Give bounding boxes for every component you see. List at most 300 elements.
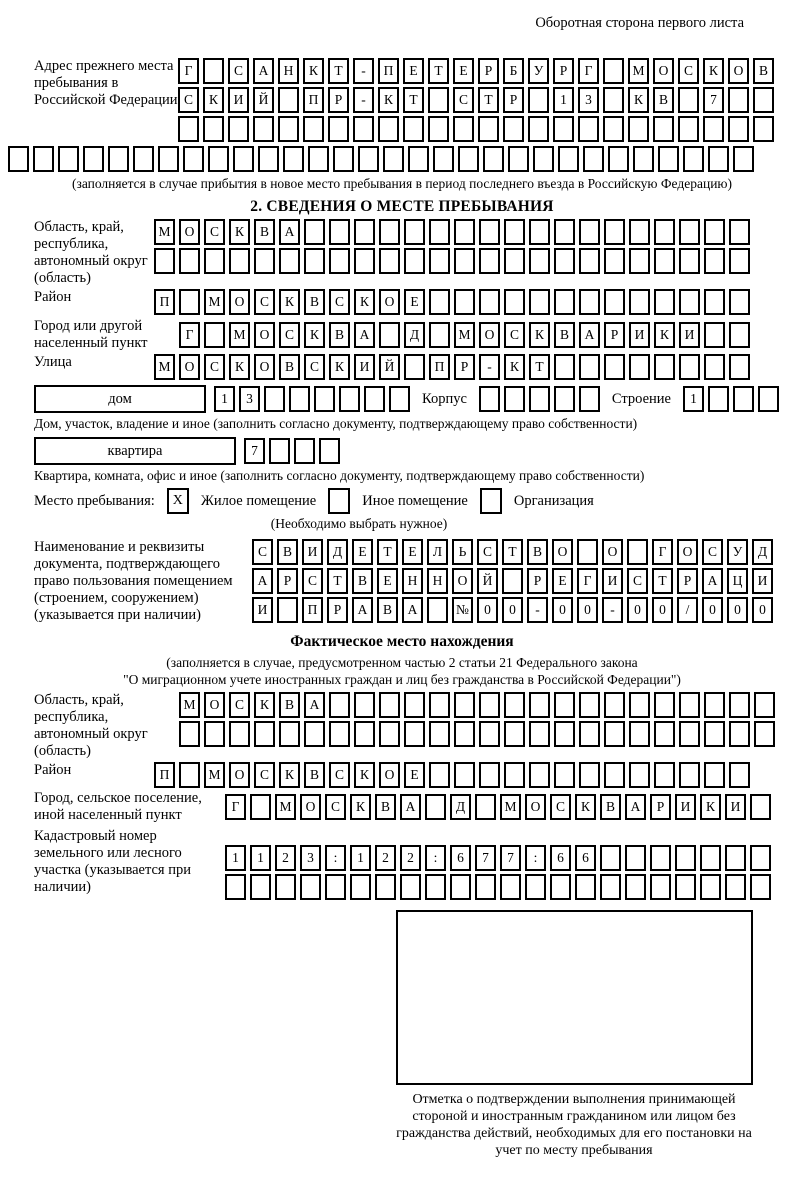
char-cell: Т — [502, 539, 523, 565]
char-cell: Е — [453, 58, 474, 84]
char-cell — [504, 692, 525, 718]
char-cell — [433, 146, 454, 172]
char-cell: О — [552, 539, 573, 565]
fact-gorod-row — [225, 794, 771, 820]
char-cell — [625, 845, 646, 871]
char-cell — [383, 146, 404, 172]
char-cell: О — [379, 762, 400, 788]
char-cell: - — [353, 87, 374, 113]
char-cell — [654, 248, 675, 274]
char-cell — [554, 248, 575, 274]
char-cell: Г — [178, 58, 199, 84]
char-cell: А — [625, 794, 646, 820]
char-cell — [379, 219, 400, 245]
char-cell: О — [677, 539, 698, 565]
dom-note: Дом, участок, владение и иное (заполнить согласно документу, подтверждающему право собственности) — [34, 416, 638, 431]
char-cell: И — [725, 794, 746, 820]
char-cell — [679, 721, 700, 747]
char-cell: С — [204, 354, 225, 380]
char-cell — [453, 116, 474, 142]
char-cell — [575, 874, 596, 900]
section2-title: 2. СВЕДЕНИЯ О МЕСТЕ ПРЕБЫВАНИЯ — [250, 198, 554, 215]
char-cell — [750, 845, 771, 871]
char-cell — [404, 721, 425, 747]
char-cell: С — [204, 219, 225, 245]
char-cell: В — [554, 322, 575, 348]
doc-row-2 — [252, 568, 773, 594]
char-cell — [675, 874, 696, 900]
char-cell: Д — [327, 539, 348, 565]
char-cell: С — [302, 568, 323, 594]
char-cell: О — [525, 794, 546, 820]
char-cell — [603, 116, 624, 142]
char-cell — [725, 845, 746, 871]
char-cell — [629, 692, 650, 718]
char-cell: С — [329, 762, 350, 788]
char-cell: Н — [278, 58, 299, 84]
char-cell — [729, 692, 750, 718]
char-cell — [308, 146, 329, 172]
char-cell: И — [675, 794, 696, 820]
char-cell: Т — [327, 568, 348, 594]
char-cell — [358, 146, 379, 172]
char-cell — [253, 116, 274, 142]
char-cell: С — [702, 539, 723, 565]
char-cell — [604, 289, 625, 315]
char-cell — [579, 692, 600, 718]
char-cell — [708, 386, 729, 412]
char-cell: № — [452, 597, 473, 623]
char-cell: М — [204, 289, 225, 315]
char-cell — [454, 692, 475, 718]
char-cell: Ь — [452, 539, 473, 565]
char-cell: Г — [179, 322, 200, 348]
char-cell — [725, 874, 746, 900]
char-cell — [83, 146, 104, 172]
kvartira-block — [34, 437, 770, 465]
char-cell — [258, 146, 279, 172]
char-cell: : — [425, 845, 446, 871]
char-cell — [529, 248, 550, 274]
char-cell — [425, 794, 446, 820]
char-cell — [450, 874, 471, 900]
char-cell — [379, 322, 400, 348]
char-cell — [654, 289, 675, 315]
char-cell — [254, 248, 275, 274]
char-cell: 0 — [652, 597, 673, 623]
char-cell — [653, 116, 674, 142]
char-cell — [753, 87, 774, 113]
kvartira-cells — [244, 438, 340, 464]
gorod-label: Город или другой населенный пункт — [34, 318, 148, 351]
char-cell — [429, 289, 450, 315]
char-cell: 0 — [627, 597, 648, 623]
dom-box: дом — [34, 385, 206, 413]
char-cell — [579, 354, 600, 380]
char-cell — [758, 386, 779, 412]
char-cell: Р — [327, 597, 348, 623]
char-cell — [425, 874, 446, 900]
char-cell — [8, 146, 29, 172]
char-cell: Т — [403, 87, 424, 113]
char-cell — [603, 87, 624, 113]
char-cell — [604, 219, 625, 245]
char-cell: С — [678, 58, 699, 84]
char-cell: С — [254, 289, 275, 315]
char-cell: - — [479, 354, 500, 380]
char-cell: Р — [527, 568, 548, 594]
char-cell: 0 — [702, 597, 723, 623]
prev-address-row-1 — [178, 58, 774, 84]
char-cell: С — [325, 794, 346, 820]
char-cell — [229, 248, 250, 274]
char-cell — [529, 762, 550, 788]
char-cell: Б — [503, 58, 524, 84]
char-cell — [404, 219, 425, 245]
kadastr-cells — [225, 845, 771, 900]
char-cell: С — [304, 354, 325, 380]
option-zhiloe-label: Жилое помещение — [200, 492, 317, 509]
char-cell: А — [402, 597, 423, 623]
char-cell — [679, 692, 700, 718]
char-cell — [750, 794, 771, 820]
char-cell — [133, 146, 154, 172]
option-organizatsiya-label: Организация — [513, 492, 594, 509]
stamp-box — [396, 910, 753, 1085]
fact-subtitle-1: (заполняется в случае, предусмотренном частью 2 статьи 21 Федерального закона — [166, 655, 638, 670]
char-cell: Д — [752, 539, 773, 565]
char-cell — [650, 845, 671, 871]
char-cell: И — [602, 568, 623, 594]
char-cell: Л — [427, 539, 448, 565]
char-cell: Т — [478, 87, 499, 113]
char-cell: 1 — [553, 87, 574, 113]
char-cell: 2 — [275, 845, 296, 871]
char-cell: Е — [404, 289, 425, 315]
char-cell — [364, 386, 385, 412]
char-cell — [354, 219, 375, 245]
char-cell — [629, 721, 650, 747]
char-cell: К — [529, 322, 550, 348]
char-cell: / — [677, 597, 698, 623]
char-cell: К — [378, 87, 399, 113]
char-cell — [554, 721, 575, 747]
char-cell — [625, 874, 646, 900]
char-cell — [404, 692, 425, 718]
char-cell: П — [154, 289, 175, 315]
char-cell — [554, 289, 575, 315]
char-cell — [458, 146, 479, 172]
char-cell — [704, 322, 725, 348]
char-cell: А — [400, 794, 421, 820]
char-cell — [329, 692, 350, 718]
prev-address-block — [34, 58, 770, 142]
fact-subtitle-2: "О миграционном учете иностранных граждан и лиц без гражданства в Российской Федерации") — [123, 672, 681, 687]
char-cell: В — [352, 568, 373, 594]
checkbox-zhiloe: X — [167, 488, 189, 514]
char-cell: П — [303, 87, 324, 113]
char-cell — [729, 322, 750, 348]
char-cell: 1 — [350, 845, 371, 871]
char-cell — [629, 248, 650, 274]
char-cell — [328, 116, 349, 142]
char-cell — [408, 146, 429, 172]
char-cell — [529, 289, 550, 315]
char-cell — [529, 721, 550, 747]
char-cell: 7 — [475, 845, 496, 871]
char-cell — [500, 874, 521, 900]
char-cell — [554, 354, 575, 380]
char-cell: П — [154, 762, 175, 788]
char-cell — [700, 874, 721, 900]
char-cell: С — [627, 568, 648, 594]
char-cell — [378, 116, 399, 142]
fact-oblast-label: Область, край, республика, автономный округ (область) — [34, 692, 148, 759]
char-cell: И — [679, 322, 700, 348]
char-cell — [179, 762, 200, 788]
char-cell: В — [329, 322, 350, 348]
char-cell: С — [550, 794, 571, 820]
char-cell — [603, 58, 624, 84]
char-cell: К — [354, 762, 375, 788]
char-cell: У — [727, 539, 748, 565]
doc-cells — [252, 539, 773, 623]
char-cell — [254, 721, 275, 747]
char-cell — [475, 794, 496, 820]
char-cell: Д — [404, 322, 425, 348]
char-cell: М — [500, 794, 521, 820]
fact-rayon-row — [154, 762, 750, 788]
fact-rayon-label: Район — [34, 762, 72, 778]
char-cell: 7 — [244, 438, 265, 464]
char-cell — [579, 721, 600, 747]
char-cell: С — [453, 87, 474, 113]
char-cell — [400, 874, 421, 900]
char-cell — [729, 219, 750, 245]
char-cell: 0 — [577, 597, 598, 623]
char-cell: К — [703, 58, 724, 84]
char-cell: С — [252, 539, 273, 565]
char-cell: О — [179, 219, 200, 245]
char-cell — [264, 386, 285, 412]
char-cell — [325, 874, 346, 900]
char-cell — [203, 58, 224, 84]
stamp-caption: Отметка о подтверждении выполнения принимающей стороной и иностранным гражданином или лицом без гражданства действий, необходимых для его постановки на учет по месту пребывания — [396, 1092, 752, 1158]
fact-oblast-block — [34, 692, 770, 760]
char-cell: М — [154, 354, 175, 380]
doc-row-3 — [252, 597, 773, 623]
char-cell — [354, 721, 375, 747]
char-cell — [704, 692, 725, 718]
fact-title: Фактическое место нахождения — [290, 633, 514, 650]
char-cell — [428, 116, 449, 142]
char-cell — [250, 874, 271, 900]
gorod-block — [34, 318, 770, 352]
char-cell: Ц — [727, 568, 748, 594]
char-cell: П — [378, 58, 399, 84]
char-cell — [375, 874, 396, 900]
char-cell — [329, 721, 350, 747]
char-cell — [679, 354, 700, 380]
char-cell — [733, 146, 754, 172]
char-cell — [108, 146, 129, 172]
doc-row-1 — [252, 539, 773, 565]
char-cell: В — [279, 354, 300, 380]
char-cell — [228, 116, 249, 142]
char-cell — [754, 692, 775, 718]
char-cell — [508, 146, 529, 172]
char-cell: О — [728, 58, 749, 84]
char-cell: Н — [402, 568, 423, 594]
char-cell — [404, 248, 425, 274]
char-cell: Е — [352, 539, 373, 565]
char-cell: К — [304, 322, 325, 348]
char-cell: О — [254, 354, 275, 380]
char-cell: С — [178, 87, 199, 113]
char-cell — [403, 116, 424, 142]
char-cell: С — [477, 539, 498, 565]
char-cell: К — [654, 322, 675, 348]
char-cell — [679, 219, 700, 245]
char-cell — [225, 874, 246, 900]
char-cell — [754, 721, 775, 747]
rayon-block — [34, 289, 770, 315]
char-cell — [304, 219, 325, 245]
fact-gorod-label: Город, сельское поселение, иной населенный пункт — [34, 790, 202, 823]
char-cell — [479, 248, 500, 274]
char-cell — [753, 116, 774, 142]
char-cell: - — [353, 58, 374, 84]
char-cell — [629, 762, 650, 788]
char-cell — [429, 721, 450, 747]
char-cell: Е — [403, 58, 424, 84]
char-cell — [708, 146, 729, 172]
char-cell: Д — [450, 794, 471, 820]
char-cell: В — [600, 794, 621, 820]
char-cell — [703, 116, 724, 142]
char-cell: 0 — [502, 597, 523, 623]
char-cell: - — [527, 597, 548, 623]
char-cell — [283, 146, 304, 172]
kvartira-note: Квартира, комната, офис и иное (заполнить согласно документу, подтверждающему право собственности) — [34, 468, 645, 483]
char-cell: М — [154, 219, 175, 245]
char-cell: Р — [454, 354, 475, 380]
char-cell: И — [228, 87, 249, 113]
char-cell: М — [275, 794, 296, 820]
char-cell — [504, 762, 525, 788]
char-cell: С — [279, 322, 300, 348]
char-cell: О — [204, 692, 225, 718]
ulitsa-label: Улица — [34, 354, 72, 370]
char-cell — [203, 116, 224, 142]
char-cell — [277, 597, 298, 623]
char-cell: О — [254, 322, 275, 348]
char-cell — [683, 146, 704, 172]
char-cell — [654, 219, 675, 245]
char-cell — [729, 721, 750, 747]
char-cell: 0 — [552, 597, 573, 623]
char-cell: К — [254, 692, 275, 718]
char-cell: Е — [552, 568, 573, 594]
char-cell — [454, 248, 475, 274]
char-cell — [529, 386, 550, 412]
char-cell — [58, 146, 79, 172]
char-cell: К — [700, 794, 721, 820]
char-cell — [504, 248, 525, 274]
char-cell — [379, 721, 400, 747]
fact-oblast-row-2 — [179, 721, 775, 747]
char-cell: В — [304, 762, 325, 788]
char-cell — [304, 248, 325, 274]
char-cell — [604, 248, 625, 274]
char-cell: К — [575, 794, 596, 820]
char-cell: Р — [677, 568, 698, 594]
char-cell: Т — [529, 354, 550, 380]
char-cell: И — [752, 568, 773, 594]
char-cell: И — [252, 597, 273, 623]
char-cell — [553, 116, 574, 142]
char-cell — [579, 762, 600, 788]
char-cell: - — [602, 597, 623, 623]
prev-address-note: (заполняется в случае прибытия в новое место пребывания в период последнего въезда в Российскую Федерацию) — [71, 176, 733, 191]
char-cell — [233, 146, 254, 172]
char-cell — [608, 146, 629, 172]
char-cell: М — [628, 58, 649, 84]
char-cell: 2 — [400, 845, 421, 871]
char-cell: 7 — [500, 845, 521, 871]
char-cell: В — [279, 692, 300, 718]
char-cell — [502, 568, 523, 594]
char-cell — [604, 692, 625, 718]
kadastr-label: Кадастровый номер земельного или лесного участка (указывается при наличии) — [34, 828, 191, 895]
char-cell: Г — [577, 568, 598, 594]
char-cell: О — [229, 289, 250, 315]
char-cell — [675, 845, 696, 871]
char-cell — [339, 386, 360, 412]
char-cell — [679, 248, 700, 274]
char-cell — [483, 146, 504, 172]
char-cell — [250, 794, 271, 820]
char-cell: Р — [478, 58, 499, 84]
char-cell — [479, 219, 500, 245]
char-cell — [304, 721, 325, 747]
char-cell — [379, 248, 400, 274]
oblast-block — [34, 219, 770, 287]
mesto-block — [34, 488, 770, 514]
char-cell — [479, 721, 500, 747]
oblast-label: Область, край, республика, автономный округ (область) — [34, 219, 148, 286]
korpus-cells — [479, 386, 600, 412]
char-cell: 6 — [575, 845, 596, 871]
char-cell — [503, 116, 524, 142]
gorod-row — [179, 322, 750, 348]
char-cell: О — [300, 794, 321, 820]
char-cell — [478, 116, 499, 142]
char-cell — [629, 219, 650, 245]
char-cell — [427, 597, 448, 623]
char-cell — [577, 539, 598, 565]
char-cell: Й — [253, 87, 274, 113]
char-cell — [633, 146, 654, 172]
char-cell: Г — [578, 58, 599, 84]
char-cell: К — [354, 289, 375, 315]
char-cell: 6 — [450, 845, 471, 871]
korpus-label: Корпус — [422, 390, 467, 407]
char-cell — [525, 874, 546, 900]
char-cell — [679, 289, 700, 315]
char-cell — [454, 762, 475, 788]
kvartira-box: квартира — [34, 437, 236, 465]
